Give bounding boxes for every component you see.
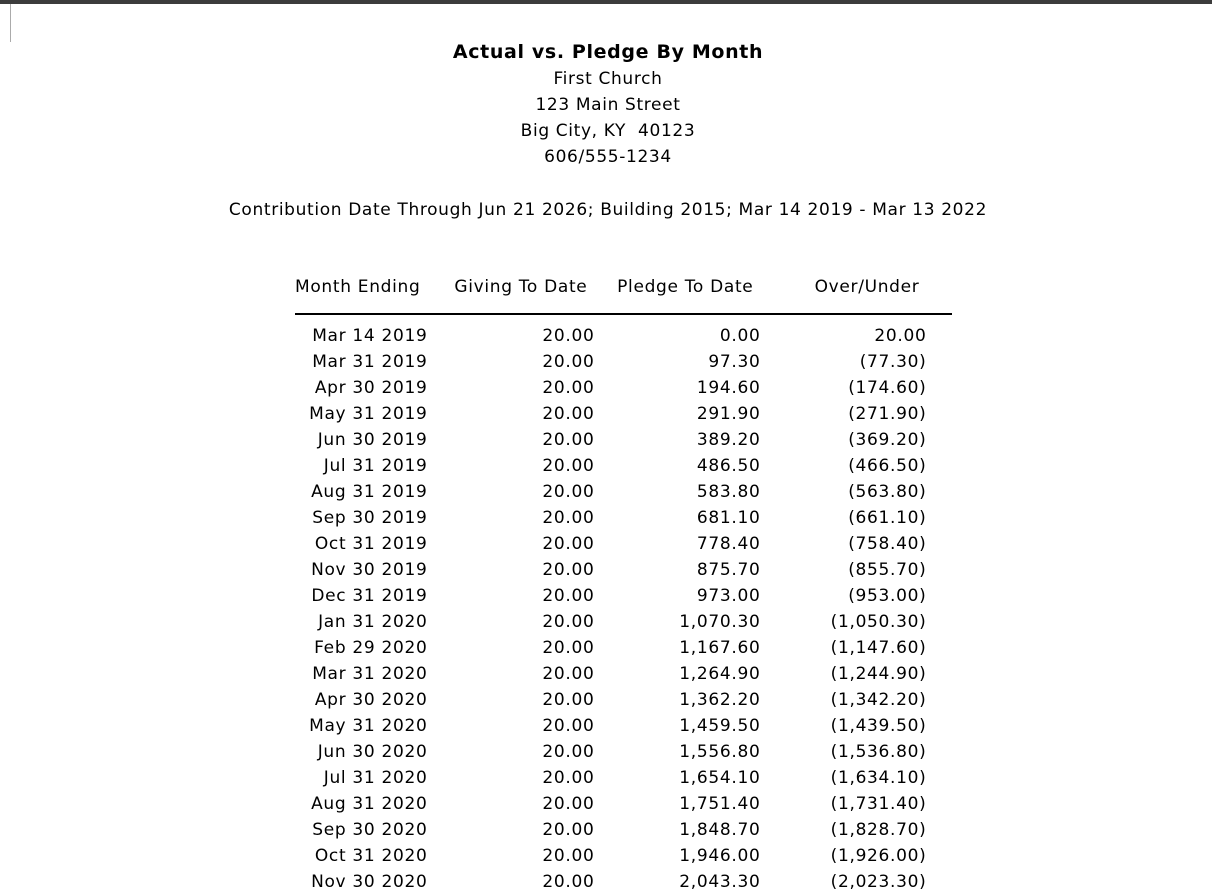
over-under-cell: 20.00	[874, 326, 927, 346]
table-row	[295, 661, 952, 687]
month-ending-cell: Mar 14 2019	[312, 326, 428, 346]
pledge-to-date-cell: 1,556.80	[679, 742, 761, 762]
over-under-cell: (77.30)	[859, 352, 927, 372]
pledge-to-date-cell: 875.70	[696, 560, 761, 580]
over-under-cell: (855.70)	[848, 560, 927, 580]
pledge-to-date-cell: 389.20	[696, 430, 761, 450]
month-ending-cell: Apr 30 2019	[314, 378, 428, 398]
pledge-to-date-cell: 1,848.70	[679, 820, 761, 840]
giving-to-date-cell: 20.00	[542, 482, 595, 502]
giving-to-date-cell: 20.00	[542, 820, 595, 840]
giving-to-date-cell: 20.00	[542, 586, 595, 606]
month-ending-cell: Dec 31 2019	[311, 586, 428, 606]
over-under-cell: (1,439.50)	[830, 716, 927, 736]
table-row	[295, 687, 952, 713]
month-ending-cell: Nov 30 2020	[311, 872, 428, 892]
pledge-to-date-cell: 1,167.60	[679, 638, 761, 658]
over-under-cell: (1,244.90)	[830, 664, 927, 684]
month-ending-cell: May 31 2019	[309, 404, 428, 424]
giving-to-date-cell: 20.00	[542, 638, 595, 658]
giving-to-date-cell: 20.00	[542, 508, 595, 528]
month-ending-cell: Jul 31 2020	[323, 768, 428, 788]
over-under-cell: (2,023.30)	[830, 872, 927, 892]
giving-to-date-cell: 20.00	[542, 664, 595, 684]
table-row	[295, 635, 952, 661]
giving-to-date-cell: 20.00	[542, 742, 595, 762]
pledge-to-date-cell: 1,264.90	[679, 664, 761, 684]
over-under-cell: (1,342.20)	[830, 690, 927, 710]
giving-to-date-cell: 20.00	[542, 534, 595, 554]
over-under-cell: (1,731.40)	[830, 794, 927, 814]
over-under-cell: (369.20)	[848, 430, 927, 450]
giving-to-date-cell: 20.00	[542, 378, 595, 398]
month-ending-cell: Sep 30 2019	[312, 508, 428, 528]
table-row	[295, 765, 952, 791]
table-row	[295, 479, 952, 505]
column-header-over-under: Over/Under	[760, 277, 952, 314]
column-header-giving-to-date: Giving To Date	[427, 277, 594, 314]
table-row	[295, 817, 952, 843]
giving-to-date-cell: 20.00	[542, 872, 595, 892]
over-under-cell: (271.90)	[848, 404, 927, 424]
over-under-cell: (1,634.10)	[830, 768, 927, 788]
month-ending-cell: May 31 2020	[309, 716, 428, 736]
address-street: 123 Main Street	[535, 95, 681, 115]
pledge-to-date-cell: 1,654.10	[679, 768, 761, 788]
giving-to-date-cell: 20.00	[542, 430, 595, 450]
month-ending-cell: Mar 31 2020	[312, 664, 428, 684]
report-criteria: Contribution Date Through Jun 21 2026; Building 2015; Mar 14 2019 - Mar 13 2022	[228, 200, 988, 220]
giving-to-date-cell: 20.00	[542, 456, 595, 476]
table-row	[295, 739, 952, 765]
month-ending-cell: Aug 31 2019	[311, 482, 428, 502]
address-city-state-zip: Big City, KY 40123	[520, 121, 696, 141]
giving-to-date-cell: 20.00	[542, 768, 595, 788]
giving-to-date-cell: 20.00	[542, 612, 595, 632]
over-under-cell: (1,828.70)	[830, 820, 927, 840]
giving-to-date-cell: 20.00	[542, 326, 595, 346]
over-under-cell: (563.80)	[848, 482, 927, 502]
pledge-to-date-cell: 681.10	[696, 508, 761, 528]
table-row	[295, 869, 952, 895]
month-ending-cell: Mar 31 2019	[312, 352, 428, 372]
pledge-table	[295, 277, 952, 895]
giving-to-date-cell: 20.00	[542, 716, 595, 736]
table-row	[295, 583, 952, 609]
phone-number: 606/555-1234	[544, 147, 672, 167]
over-under-cell: (1,147.60)	[830, 638, 927, 658]
over-under-cell: (174.60)	[848, 378, 927, 398]
table-row	[295, 713, 952, 739]
month-ending-cell: Jun 30 2019	[317, 430, 428, 450]
table-row	[295, 314, 952, 349]
over-under-cell: (1,050.30)	[830, 612, 927, 632]
table-row	[295, 791, 952, 817]
giving-to-date-cell: 20.00	[542, 560, 595, 580]
pledge-to-date-cell: 2,043.30	[679, 872, 761, 892]
pledge-to-date-cell: 1,070.30	[679, 612, 761, 632]
over-under-cell: (953.00)	[848, 586, 927, 606]
pledge-to-date-cell: 194.60	[696, 378, 761, 398]
month-ending-cell: Apr 30 2020	[314, 690, 428, 710]
giving-to-date-cell: 20.00	[542, 794, 595, 814]
pledge-to-date-cell: 583.80	[696, 482, 761, 502]
pledge-to-date-cell: 1,946.00	[679, 846, 761, 866]
over-under-cell: (661.10)	[848, 508, 927, 528]
report-title: Actual vs. Pledge By Month	[452, 41, 764, 63]
over-under-cell: (466.50)	[848, 456, 927, 476]
pledge-to-date-cell: 1,459.50	[679, 716, 761, 736]
column-header-pledge-to-date: Pledge To Date	[594, 277, 760, 314]
table-row	[295, 557, 952, 583]
table-row	[295, 453, 952, 479]
pledge-to-date-cell: 291.90	[696, 404, 761, 424]
month-ending-cell: Jun 30 2020	[317, 742, 428, 762]
column-header-month-ending: Month Ending	[295, 277, 427, 314]
table-row	[295, 401, 952, 427]
giving-to-date-cell: 20.00	[542, 404, 595, 424]
month-ending-cell: Oct 31 2019	[314, 534, 428, 554]
pledge-to-date-cell: 778.40	[696, 534, 761, 554]
table-row	[295, 349, 952, 375]
pledge-to-date-cell: 1,362.20	[679, 690, 761, 710]
month-ending-cell: Sep 30 2020	[312, 820, 428, 840]
month-ending-cell: Nov 30 2019	[311, 560, 428, 580]
month-ending-cell: Feb 29 2020	[314, 638, 428, 658]
over-under-cell: (1,536.80)	[830, 742, 927, 762]
table-row	[295, 609, 952, 635]
over-under-cell: (758.40)	[848, 534, 927, 554]
table-row	[295, 531, 952, 557]
pledge-to-date-cell: 97.30	[708, 352, 761, 372]
over-under-cell: (1,926.00)	[830, 846, 927, 866]
pledge-to-date-cell: 0.00	[719, 326, 761, 346]
table-row	[295, 843, 952, 869]
table-row	[295, 375, 952, 401]
giving-to-date-cell: 20.00	[542, 690, 595, 710]
table-row	[295, 427, 952, 453]
pledge-to-date-cell: 1,751.40	[679, 794, 761, 814]
table-header-row	[295, 277, 952, 314]
month-ending-cell: Jul 31 2019	[323, 456, 428, 476]
giving-to-date-cell: 20.00	[542, 846, 595, 866]
month-ending-cell: Oct 31 2020	[314, 846, 428, 866]
organization-name: First Church	[553, 69, 663, 89]
report-header	[2, 4, 1212, 223]
table-row	[295, 505, 952, 531]
report-table-body	[295, 314, 952, 895]
pledge-to-date-cell: 973.00	[696, 586, 761, 606]
giving-to-date-cell: 20.00	[542, 352, 595, 372]
month-ending-cell: Jan 31 2020	[318, 612, 428, 632]
pledge-to-date-cell: 486.50	[696, 456, 761, 476]
month-ending-cell: Aug 31 2020	[311, 794, 428, 814]
